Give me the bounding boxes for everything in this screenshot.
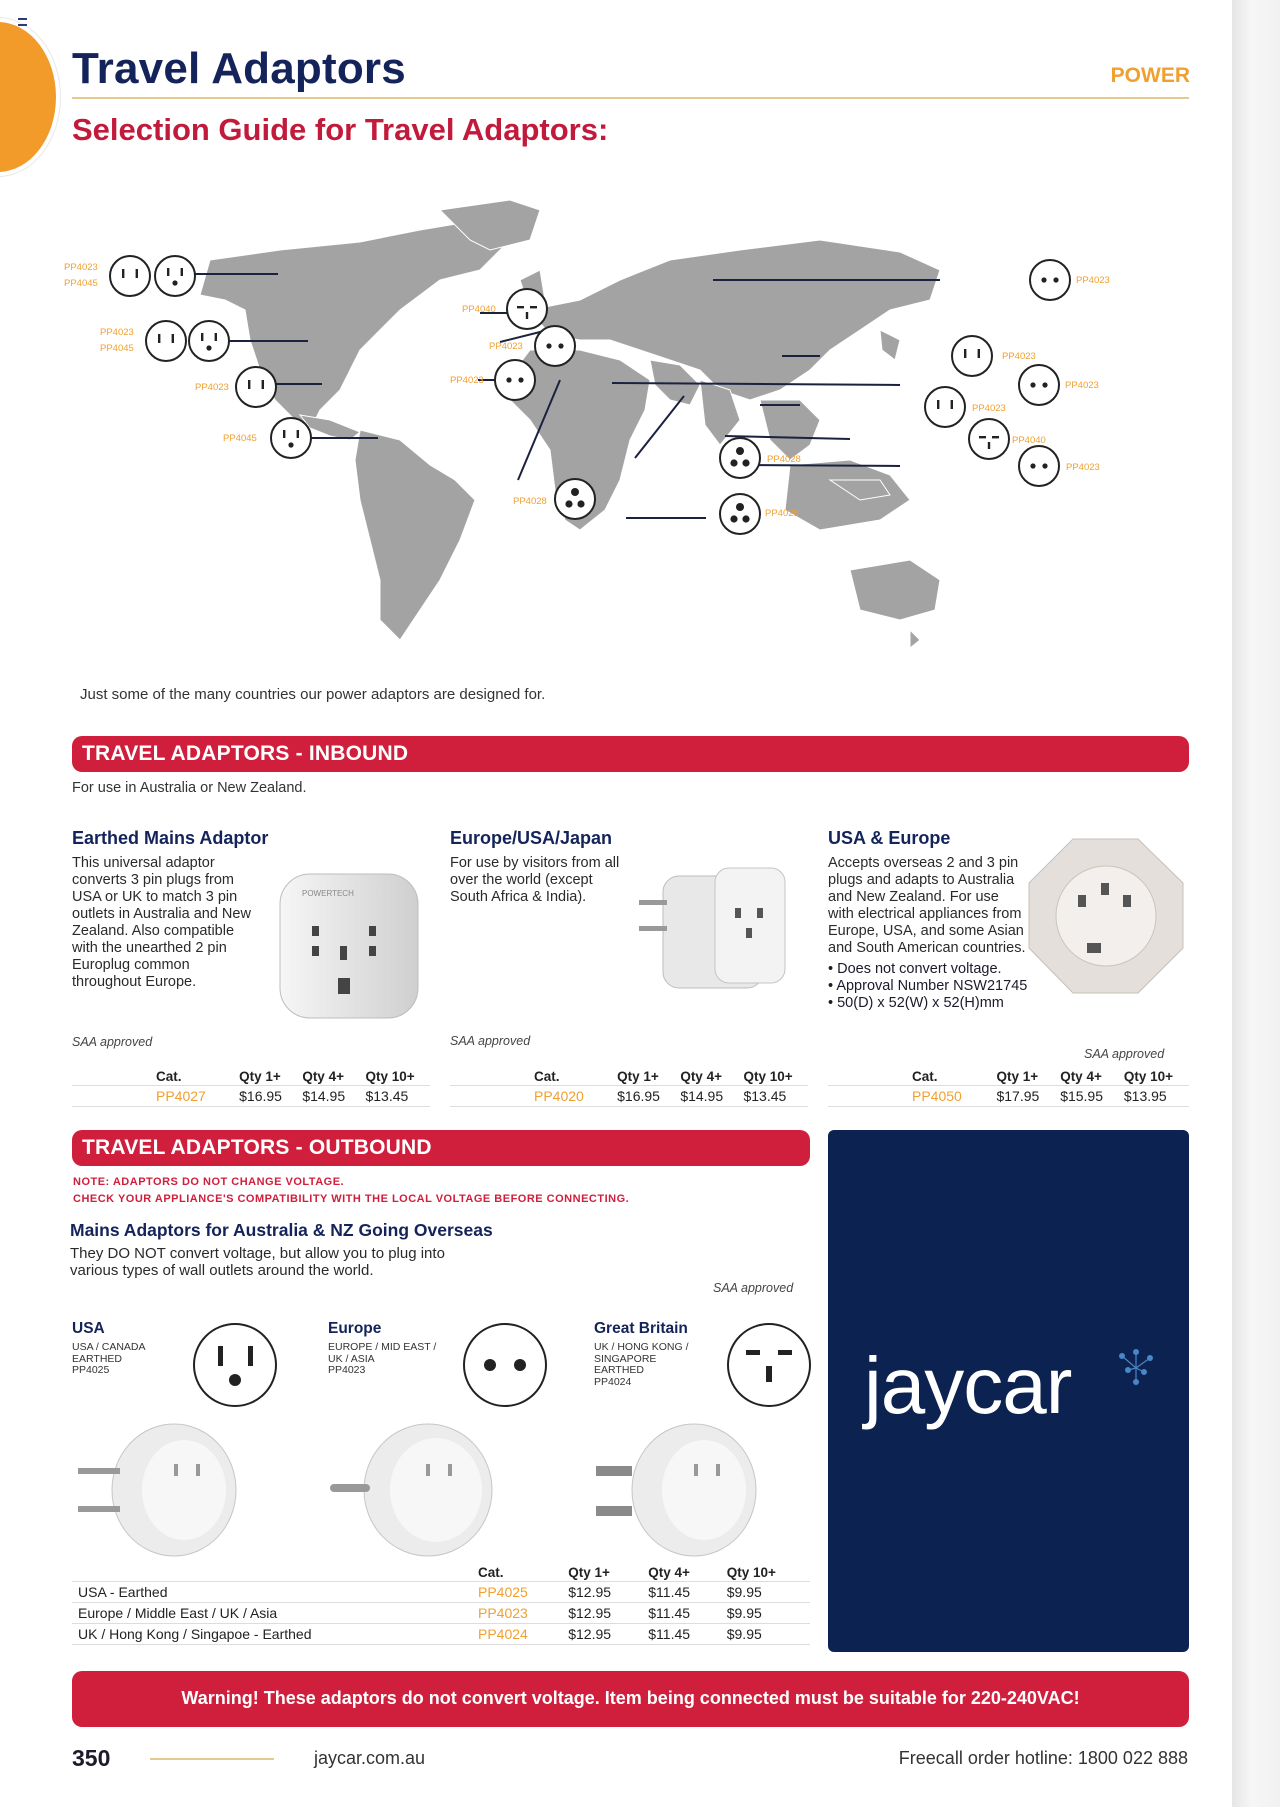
detail-line: PP4023 [328, 1364, 366, 1376]
row-description: Europe / Middle East / UK / Asia [72, 1603, 472, 1624]
cat-number[interactable]: PP4050 [828, 1086, 990, 1107]
map-label-usa-b: PP4045 [100, 343, 134, 354]
price-qty1: $16.95 [233, 1086, 296, 1107]
map-label-usa-a: PP4023 [100, 327, 134, 338]
inbound-band: TRAVEL ADAPTORS - INBOUND [72, 736, 1189, 772]
saa-approved: SAA approved [1084, 1047, 1165, 1061]
section-tab [0, 22, 56, 172]
product-title: USA & Europe [828, 828, 951, 848]
page-subtitle: Selection Guide for Travel Adaptors: [72, 112, 609, 147]
price-qty10: $9.95 [721, 1603, 810, 1624]
bullet-item: • Approval Number NSW21745 [828, 978, 1188, 995]
col-qty4: Qty 4+ [680, 1069, 722, 1084]
col-qty4: Qty 4+ [1060, 1069, 1102, 1084]
price-qty10: $9.95 [721, 1624, 810, 1645]
col-qty1: Qty 1+ [568, 1565, 610, 1580]
voltage-note-line: CHECK YOUR APPLIANCE'S COMPATIBILITY WITH THE LOCAL VOLTAGE BEFORE CONNECTING. [73, 1193, 630, 1205]
detail-line: UK / HONG KONG / [594, 1341, 689, 1353]
hotline-text: Freecall order hotline: 1800 022 888 [898, 1748, 1188, 1768]
page-title: Travel Adaptors [72, 44, 406, 93]
outbound-band: TRAVEL ADAPTORS - OUTBOUND [72, 1130, 810, 1166]
detail-line: EUROPE / MID EAST / [328, 1341, 437, 1353]
map-label-south-america: PP4045 [223, 433, 257, 444]
website-link[interactable]: jaycar.com.au [314, 1748, 426, 1768]
outbound-great-britain [594, 1320, 854, 1560]
map-label-uk: PP4040 [462, 304, 496, 315]
price-qty10: $13.45 [737, 1086, 808, 1107]
detail-line: SINGAPORE [594, 1352, 657, 1365]
outbound-description: They DO NOT convert voltage, but allow you to plug into various types of wall outlets around the world. [70, 1245, 445, 1279]
price-qty1: $12.95 [562, 1624, 642, 1645]
col-cat: Cat. [534, 1069, 560, 1084]
jaycar-brand-panel[interactable] [828, 1130, 1189, 1652]
map-label-south-africa-right: PP4028 [765, 508, 799, 519]
europe-socket-icon [460, 1320, 550, 1410]
cat-number[interactable]: PP4020 [450, 1086, 611, 1107]
price-qty4: $11.45 [642, 1582, 720, 1603]
product-photo-pp4027 [272, 866, 432, 1031]
price-qty1: $16.95 [611, 1086, 674, 1107]
bullet-item: • 50(D) x 52(W) x 52(H)mm [828, 995, 1188, 1012]
col-cat: Cat. [478, 1565, 504, 1580]
jaycar-logo: jaycar [864, 1341, 1072, 1430]
detail-line: PP4024 [594, 1375, 632, 1388]
cat-number[interactable]: PP4023 [472, 1603, 562, 1624]
outbound-heading: Mains Adaptors for Australia & NZ Going Overseas [70, 1220, 493, 1240]
price-qty4: $14.95 [674, 1086, 737, 1107]
row-description: USA - Earthed [72, 1582, 472, 1603]
map-label-africa-west: PP4023 [450, 375, 484, 386]
product-photo-pp4020 [635, 848, 805, 1013]
gb-adaptor-photo [594, 1420, 764, 1560]
col-description [72, 1564, 472, 1582]
outbound-title: USA [72, 1320, 105, 1337]
europe-adaptor-photo [328, 1420, 498, 1560]
price-table-pp4020 [450, 1068, 808, 1107]
price-qty1: $17.95 [990, 1086, 1054, 1107]
col-qty10: Qty 10+ [365, 1069, 415, 1084]
section-label: POWER [1110, 64, 1190, 87]
col-qty10: Qty 10+ [743, 1069, 793, 1084]
row-description: UK / Hong Kong / Singapoe - Earthed [72, 1624, 472, 1645]
price-table-pp4027 [72, 1068, 430, 1107]
usa-adaptor-photo [74, 1420, 244, 1560]
col-qty1: Qty 1+ [996, 1069, 1039, 1084]
world-map [60, 200, 1190, 680]
page-edge-shadow [1232, 0, 1280, 1807]
product-title: Europe/USA/Japan [450, 828, 613, 848]
col-qty10: Qty 10+ [726, 1565, 776, 1580]
col-qty4: Qty 4+ [302, 1069, 344, 1084]
gb-socket-icon [724, 1320, 814, 1410]
price-qty10: $9.95 [721, 1582, 810, 1603]
saa-approved: SAA approved [713, 1281, 794, 1295]
col-qty4: Qty 4+ [648, 1565, 690, 1580]
cat-number[interactable]: PP4024 [472, 1624, 562, 1645]
map-label-india: PP4028 [767, 454, 801, 465]
map-label-south-africa-left: PP4028 [513, 496, 547, 507]
detail-line: UK / ASIA [328, 1352, 375, 1365]
col-cat: Cat. [156, 1069, 182, 1084]
price-qty4: $15.95 [1054, 1086, 1118, 1107]
price-qty4: $14.95 [296, 1086, 359, 1107]
outbound-usa [72, 1320, 332, 1560]
map-label-indonesia: PP4023 [1066, 462, 1100, 473]
usa-socket-icon [190, 1320, 280, 1410]
table-row [72, 1582, 810, 1603]
cat-number[interactable]: PP4027 [72, 1086, 233, 1107]
map-label-europe: PP4023 [489, 341, 523, 352]
voltage-note-line: NOTE: ADAPTORS DO NOT CHANGE VOLTAGE. [73, 1176, 345, 1188]
price-qty4: $11.45 [642, 1603, 720, 1624]
inbound-note: For use in Australia or New Zealand. [72, 780, 307, 796]
table-row [72, 1624, 810, 1645]
voltage-note [73, 1174, 629, 1208]
detail-line: PP4025 [72, 1364, 110, 1376]
product-title: Earthed Mains Adaptor [72, 828, 269, 848]
menu-icon[interactable] [18, 18, 27, 26]
price-qty10: $13.95 [1118, 1086, 1189, 1107]
map-label-alaska-a: PP4023 [64, 262, 98, 273]
sparkle-icon [1114, 1348, 1158, 1388]
map-label-se-asia: PP4023 [972, 403, 1006, 414]
detail-line: USA / CANADA [72, 1341, 146, 1353]
saa-approved: SAA approved [72, 1035, 153, 1049]
product-description: For use by visitors from all over the world (except South Africa & India). [450, 855, 620, 905]
product-description: Accepts overseas 2 and 3 pin plugs and adapts to Australia and New Zealand. For use with electrical appliances from Europe, USA, and some Asian and South American countries. [828, 855, 1026, 956]
title-divider [72, 97, 1189, 99]
voltage-warning-banner: Warning! These adaptors do not convert voltage. Item being connected must be suitable for 220-240VAC! [72, 1671, 1189, 1727]
col-qty1: Qty 1+ [617, 1069, 659, 1084]
col-cat: Cat. [912, 1069, 938, 1084]
cat-number[interactable]: PP4025 [472, 1582, 562, 1603]
outbound-title: Europe [328, 1320, 382, 1337]
map-label-japan: PP4023 [1002, 351, 1036, 362]
col-qty1: Qty 1+ [239, 1069, 281, 1084]
price-qty1: $12.95 [562, 1603, 642, 1624]
col-qty10: Qty 10+ [1123, 1069, 1174, 1084]
map-label-russia: PP4023 [1076, 275, 1110, 286]
map-label-china: PP4023 [1065, 380, 1099, 391]
detail-line: EARTHED [72, 1352, 122, 1365]
saa-approved: SAA approved [450, 1034, 531, 1048]
price-table-pp4050 [828, 1068, 1189, 1107]
footer-divider [150, 1758, 274, 1760]
page-number: 350 [72, 1745, 111, 1771]
map-label-malaysia: PP4040 [1012, 435, 1046, 446]
price-qty4: $11.45 [642, 1624, 720, 1645]
price-qty10: $13.45 [359, 1086, 430, 1107]
map-caption: Just some of the many countries our power adaptors are designed for. [80, 686, 546, 703]
map-label-mexico: PP4023 [195, 382, 229, 393]
product-photo-pp4050 [1023, 833, 1188, 1003]
map-label-alaska-b: PP4045 [64, 278, 98, 289]
outbound-price-table [72, 1564, 810, 1645]
detail-line: EARTHED [594, 1364, 644, 1376]
product-description: This universal adaptor converts 3 pin plugs from USA or UK to match 3 pin outlets in Australia and New Zealand. Also compatible with the unearthed 2 pin Europlug common throughout Europe. [72, 855, 251, 990]
product-brand: POWERTECH [302, 889, 354, 898]
bullet-item: • Does not convert voltage. [828, 961, 1188, 978]
outbound-europe [328, 1320, 588, 1560]
outbound-title: Great Britain [594, 1320, 688, 1337]
table-row [72, 1603, 810, 1624]
price-qty1: $12.95 [562, 1582, 642, 1603]
